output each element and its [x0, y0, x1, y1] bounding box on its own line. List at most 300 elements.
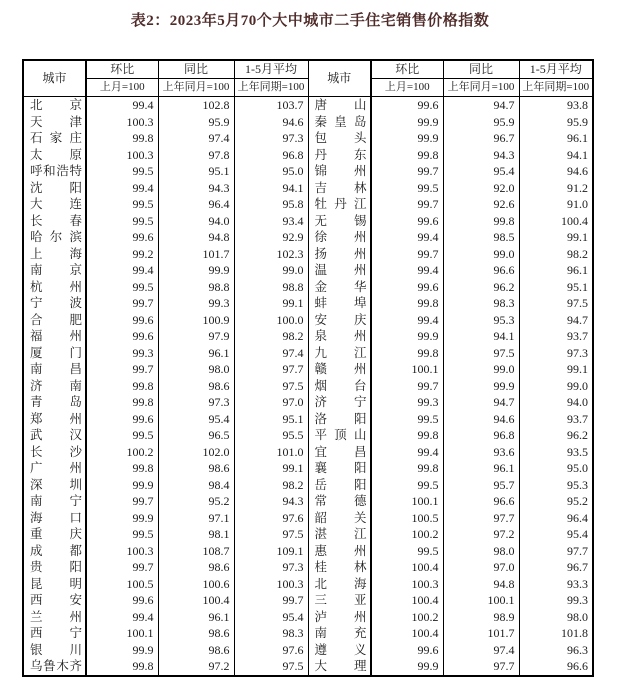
city-cell-left: 济 南	[30, 378, 82, 393]
mom-value-cell-left: 100.1	[86, 625, 158, 642]
city-cell-right: 韶 关	[308, 510, 371, 527]
mom-value-cell-right: 99.5	[371, 543, 443, 560]
mom-value-cell-left: 99.5	[86, 213, 158, 230]
table-row	[23, 592, 593, 609]
mom-value-cell-right: 99.6	[371, 97, 443, 114]
table-row	[23, 213, 593, 230]
city-cell-left: 厦 门	[30, 345, 82, 360]
yoy-value-cell-right: 93.6	[443, 444, 519, 461]
avg-value-cell-right: 95.2	[519, 493, 593, 510]
city-cell-right: 大 理	[308, 658, 371, 676]
mom-value-cell-right: 99.3	[371, 394, 443, 411]
mom-value-cell-left: 99.7	[86, 493, 158, 510]
city-cell-right: 吉 林	[308, 180, 371, 197]
avg-value-cell-right: 93.8	[519, 97, 593, 114]
yoy-value-cell-right: 100.1	[443, 592, 519, 609]
mom-value-cell-right: 99.4	[371, 312, 443, 329]
yoy-value-cell-right: 96.8	[443, 427, 519, 444]
table-row	[23, 493, 593, 510]
mom-value-cell-left: 99.5	[86, 427, 158, 444]
avg-value-cell-left: 103.7	[234, 97, 308, 114]
table-row	[23, 543, 593, 560]
mom-value-cell-right: 99.8	[371, 345, 443, 362]
yoy-value-cell-right: 95.7	[443, 477, 519, 494]
table-row	[23, 609, 593, 626]
avg-value-cell-left: 97.7	[234, 361, 308, 378]
column-header-avg-left: 1-5月平均	[234, 60, 308, 79]
avg-value-cell-right: 99.0	[519, 378, 593, 395]
city-cell-right: 九 江	[308, 345, 371, 362]
city-cell-left: 石 家 庄	[30, 131, 82, 145]
city-cell-left: 福 州	[30, 329, 82, 343]
avg-value-cell-right: 99.3	[519, 592, 593, 609]
table-row	[23, 526, 593, 543]
avg-value-cell-left: 97.0	[234, 394, 308, 411]
city-cell-left: 沈 阳	[30, 180, 82, 195]
yoy-value-cell-left: 96.1	[158, 609, 234, 626]
yoy-value-cell-right: 98.0	[443, 543, 519, 560]
avg-value-cell-left: 95.5	[234, 427, 308, 444]
yoy-value-cell-left: 98.6	[158, 642, 234, 659]
city-cell-left: 郑 州	[30, 411, 82, 426]
mom-value-cell-right: 99.8	[371, 460, 443, 477]
yoy-value-cell-left: 98.6	[158, 625, 234, 642]
yoy-value-cell-left: 96.5	[158, 427, 234, 444]
avg-value-cell-left: 98.3	[234, 625, 308, 642]
table-row	[23, 361, 593, 378]
base-header-avg-left: 上年同期=100	[234, 79, 308, 97]
city-cell-right: 常 德	[308, 493, 371, 510]
mom-value-cell-left: 100.3	[86, 147, 158, 164]
mom-value-cell-right: 99.5	[371, 477, 443, 494]
table-row	[23, 460, 593, 477]
mom-value-cell-left: 99.6	[86, 312, 158, 329]
avg-value-cell-left: 94.1	[234, 180, 308, 197]
yoy-value-cell-left: 97.9	[158, 328, 234, 345]
yoy-value-cell-left: 97.3	[158, 394, 234, 411]
yoy-value-cell-right: 99.0	[443, 246, 519, 263]
base-header-yoy-left: 上年同月=100	[158, 79, 234, 97]
avg-value-cell-right: 94.6	[519, 163, 593, 180]
mom-value-cell-left: 99.5	[86, 196, 158, 213]
mom-value-cell-left: 100.2	[86, 444, 158, 461]
city-cell-left: 南 昌	[30, 362, 82, 376]
table-row	[23, 229, 593, 246]
price-index-table	[22, 59, 594, 677]
base-header-avg-right: 上年同期=100	[519, 79, 593, 97]
yoy-value-cell-right: 95.9	[443, 114, 519, 131]
avg-value-cell-left: 97.5	[234, 526, 308, 543]
city-cell-left: 西 宁	[30, 626, 82, 640]
city-cell-right: 岳 阳	[308, 477, 371, 494]
yoy-value-cell-left: 94.8	[158, 229, 234, 246]
avg-value-cell-right: 93.3	[519, 576, 593, 593]
mom-value-cell-right: 100.4	[371, 559, 443, 576]
avg-value-cell-left: 97.5	[234, 658, 308, 676]
city-cell-left: 南 京	[30, 263, 82, 277]
mom-value-cell-left: 99.2	[86, 246, 158, 263]
table-row	[23, 246, 593, 263]
table-row	[23, 427, 593, 444]
mom-value-cell-left: 99.6	[86, 229, 158, 246]
city-cell-left: 兰 州	[30, 609, 82, 624]
mom-value-cell-right: 100.1	[371, 493, 443, 510]
city-cell-right: 丹 东	[308, 147, 371, 164]
column-header-city-right: 城市	[308, 60, 371, 97]
avg-value-cell-right: 97.7	[519, 543, 593, 560]
yoy-value-cell-right: 98.3	[443, 295, 519, 312]
mom-value-cell-right: 99.9	[371, 130, 443, 147]
yoy-value-cell-right: 94.7	[443, 394, 519, 411]
avg-value-cell-left: 95.0	[234, 163, 308, 180]
table-row	[23, 196, 593, 213]
city-cell-right: 惠 州	[308, 543, 371, 560]
mom-value-cell-left: 99.6	[86, 592, 158, 609]
city-cell-right: 牡 丹 江	[308, 196, 371, 213]
city-cell-left: 西 安	[30, 593, 82, 607]
yoy-value-cell-left: 94.0	[158, 213, 234, 230]
city-cell-right: 徐 州	[308, 229, 371, 246]
mom-value-cell-right: 99.7	[371, 163, 443, 180]
avg-value-cell-right: 96.3	[519, 642, 593, 659]
table-row	[23, 114, 593, 131]
city-cell-left: 太 原	[30, 147, 82, 162]
avg-value-cell-right: 98.0	[519, 609, 593, 626]
mom-value-cell-right: 99.7	[371, 378, 443, 395]
avg-value-cell-left: 95.1	[234, 411, 308, 428]
yoy-value-cell-left: 108.7	[158, 543, 234, 560]
avg-value-cell-right: 95.0	[519, 460, 593, 477]
avg-value-cell-right: 94.1	[519, 147, 593, 164]
avg-value-cell-right: 96.4	[519, 510, 593, 527]
avg-value-cell-left: 99.1	[234, 295, 308, 312]
yoy-value-cell-left: 98.0	[158, 361, 234, 378]
avg-value-cell-left: 99.0	[234, 262, 308, 279]
yoy-value-cell-left: 102.0	[158, 444, 234, 461]
table-body	[23, 97, 593, 676]
yoy-value-cell-left: 98.8	[158, 279, 234, 296]
yoy-value-cell-left: 97.1	[158, 510, 234, 527]
city-cell-right: 锦 州	[308, 163, 371, 180]
yoy-value-cell-right: 99.8	[443, 213, 519, 230]
mom-value-cell-left: 99.8	[86, 394, 158, 411]
table-row	[23, 312, 593, 329]
yoy-value-cell-left: 98.6	[158, 378, 234, 395]
city-cell-right: 唐 山	[308, 97, 371, 114]
city-cell-right: 济 宁	[308, 394, 371, 411]
city-cell-left: 南 宁	[30, 494, 82, 508]
yoy-value-cell-right: 99.0	[443, 361, 519, 378]
avg-value-cell-right: 95.9	[519, 114, 593, 131]
yoy-value-cell-right: 97.7	[443, 510, 519, 527]
avg-value-cell-right: 95.3	[519, 477, 593, 494]
mom-value-cell-left: 99.7	[86, 559, 158, 576]
avg-value-cell-left: 100.0	[234, 312, 308, 329]
table-row	[23, 477, 593, 494]
city-cell-right: 扬 州	[308, 246, 371, 263]
table-row	[23, 279, 593, 296]
avg-value-cell-right: 98.2	[519, 246, 593, 263]
mom-value-cell-left: 99.7	[86, 295, 158, 312]
mom-value-cell-left: 99.9	[86, 642, 158, 659]
city-cell-left: 贵 阳	[30, 560, 82, 574]
avg-value-cell-right: 93.7	[519, 328, 593, 345]
avg-value-cell-right: 93.7	[519, 411, 593, 428]
avg-value-cell-left: 97.3	[234, 130, 308, 147]
avg-value-cell-right: 96.2	[519, 427, 593, 444]
mom-value-cell-left: 99.5	[86, 279, 158, 296]
yoy-value-cell-right: 95.4	[443, 163, 519, 180]
mom-value-cell-right: 100.2	[371, 609, 443, 626]
city-cell-right: 桂 林	[308, 559, 371, 576]
header-row-groups	[23, 60, 593, 79]
avg-value-cell-right: 91.0	[519, 196, 593, 213]
mom-value-cell-right: 99.4	[371, 444, 443, 461]
avg-value-cell-left: 100.3	[234, 576, 308, 593]
avg-value-cell-right: 101.8	[519, 625, 593, 642]
table-row	[23, 163, 593, 180]
avg-value-cell-left: 97.6	[234, 510, 308, 527]
yoy-value-cell-left: 98.4	[158, 477, 234, 494]
table-row	[23, 559, 593, 576]
mom-value-cell-right: 99.6	[371, 279, 443, 296]
yoy-value-cell-left: 98.1	[158, 526, 234, 543]
column-header-mom-left: 环比	[86, 60, 158, 79]
base-header-yoy-right: 上年同月=100	[443, 79, 519, 97]
yoy-value-cell-right: 92.6	[443, 196, 519, 213]
city-cell-left: 昆 明	[30, 576, 82, 591]
mom-value-cell-right: 100.2	[371, 526, 443, 543]
avg-value-cell-right: 91.2	[519, 180, 593, 197]
yoy-value-cell-left: 96.1	[158, 345, 234, 362]
mom-value-cell-left: 99.5	[86, 526, 158, 543]
mom-value-cell-right: 99.9	[371, 658, 443, 676]
mom-value-cell-left: 99.8	[86, 658, 158, 676]
avg-value-cell-left: 97.4	[234, 345, 308, 362]
yoy-value-cell-right: 96.2	[443, 279, 519, 296]
table-row	[23, 411, 593, 428]
mom-value-cell-left: 100.5	[86, 576, 158, 593]
city-cell-left: 长 沙	[30, 444, 82, 459]
avg-value-cell-right: 96.1	[519, 262, 593, 279]
avg-value-cell-left: 101.0	[234, 444, 308, 461]
avg-value-cell-right: 99.1	[519, 229, 593, 246]
mom-value-cell-right: 99.9	[371, 328, 443, 345]
mom-value-cell-left: 99.6	[86, 411, 158, 428]
mom-value-cell-right: 99.8	[371, 427, 443, 444]
mom-value-cell-left: 99.4	[86, 609, 158, 626]
table-row	[23, 378, 593, 395]
yoy-value-cell-left: 95.9	[158, 114, 234, 131]
mom-value-cell-right: 100.5	[371, 510, 443, 527]
base-header-mom-left: 上月=100	[86, 79, 158, 97]
table-row	[23, 625, 593, 642]
mom-value-cell-right: 99.8	[371, 295, 443, 312]
avg-value-cell-left: 98.8	[234, 279, 308, 296]
mom-value-cell-right: 99.6	[371, 642, 443, 659]
mom-value-cell-left: 99.8	[86, 130, 158, 147]
avg-value-cell-right: 95.4	[519, 526, 593, 543]
mom-value-cell-right: 99.9	[371, 114, 443, 131]
avg-value-cell-left: 97.6	[234, 642, 308, 659]
mom-value-cell-left: 99.4	[86, 180, 158, 197]
avg-value-cell-right: 96.6	[519, 658, 593, 676]
yoy-value-cell-left: 99.3	[158, 295, 234, 312]
mom-value-cell-left: 99.8	[86, 460, 158, 477]
avg-value-cell-right: 94.0	[519, 394, 593, 411]
page-title: 表2：2023年5月70个大中城市二手住宅销售价格指数	[130, 13, 490, 29]
table-row	[23, 642, 593, 659]
avg-value-cell-right: 100.4	[519, 213, 593, 230]
yoy-value-cell-right: 99.9	[443, 378, 519, 395]
avg-value-cell-left: 99.1	[234, 460, 308, 477]
table-row	[23, 658, 593, 676]
avg-value-cell-left: 94.3	[234, 493, 308, 510]
city-cell-right: 金 华	[308, 279, 371, 296]
city-cell-left: 海 口	[30, 510, 82, 525]
city-cell-right: 赣 州	[308, 361, 371, 378]
yoy-value-cell-left: 98.6	[158, 460, 234, 477]
city-cell-right: 三 亚	[308, 592, 371, 609]
avg-value-cell-left: 95.4	[234, 609, 308, 626]
city-cell-right: 温 州	[308, 262, 371, 279]
yoy-value-cell-left: 97.4	[158, 130, 234, 147]
table-row	[23, 510, 593, 527]
city-cell-left: 青 岛	[30, 395, 82, 409]
yoy-value-cell-left: 100.6	[158, 576, 234, 593]
avg-value-cell-right: 93.5	[519, 444, 593, 461]
yoy-value-cell-left: 101.7	[158, 246, 234, 263]
mom-value-cell-right: 100.4	[371, 592, 443, 609]
city-cell-left: 呼 和 浩 特	[30, 164, 82, 178]
city-cell-right: 襄 阳	[308, 460, 371, 477]
yoy-value-cell-left: 102.8	[158, 97, 234, 114]
city-cell-right: 宜 昌	[308, 444, 371, 461]
yoy-value-cell-right: 94.1	[443, 328, 519, 345]
city-cell-left: 重 庆	[30, 527, 82, 541]
table-row	[23, 394, 593, 411]
avg-value-cell-right: 94.7	[519, 312, 593, 329]
city-cell-left: 长 春	[30, 213, 82, 228]
avg-value-cell-right: 96.1	[519, 130, 593, 147]
mom-value-cell-right: 100.4	[371, 625, 443, 642]
city-cell-left: 深 圳	[30, 477, 82, 492]
avg-value-cell-right: 95.1	[519, 279, 593, 296]
avg-value-cell-left: 98.2	[234, 477, 308, 494]
city-cell-right: 洛 阳	[308, 411, 371, 428]
city-cell-right: 烟 台	[308, 378, 371, 395]
mom-value-cell-left: 99.4	[86, 262, 158, 279]
yoy-value-cell-right: 96.6	[443, 262, 519, 279]
mom-value-cell-left: 99.5	[86, 163, 158, 180]
avg-value-cell-left: 109.1	[234, 543, 308, 560]
city-cell-right: 南 充	[308, 625, 371, 642]
mom-value-cell-right: 100.3	[371, 576, 443, 593]
yoy-value-cell-right: 97.0	[443, 559, 519, 576]
mom-value-cell-right: 99.8	[371, 147, 443, 164]
city-cell-left: 武 汉	[30, 428, 82, 442]
yoy-value-cell-right: 97.4	[443, 642, 519, 659]
mom-value-cell-left: 100.3	[86, 543, 158, 560]
avg-value-cell-left: 94.6	[234, 114, 308, 131]
avg-value-cell-right: 99.1	[519, 361, 593, 378]
mom-value-cell-right: 99.5	[371, 180, 443, 197]
mom-value-cell-left: 99.7	[86, 361, 158, 378]
city-cell-right: 包 头	[308, 130, 371, 147]
column-header-avg-right: 1-5月平均	[519, 60, 593, 79]
city-cell-right: 湛 江	[308, 526, 371, 543]
mom-value-cell-right: 99.5	[371, 411, 443, 428]
city-cell-left: 北 京	[30, 98, 82, 112]
table-header	[23, 60, 593, 97]
mom-value-cell-left: 99.4	[86, 97, 158, 114]
column-header-mom-right: 环比	[371, 60, 443, 79]
table-row	[23, 147, 593, 164]
yoy-value-cell-right: 95.3	[443, 312, 519, 329]
table-row	[23, 295, 593, 312]
yoy-value-cell-right: 101.7	[443, 625, 519, 642]
city-cell-right: 安 庆	[308, 312, 371, 329]
table-row	[23, 180, 593, 197]
city-cell-left: 杭 州	[30, 279, 82, 294]
city-cell-right: 平 顶 山	[308, 427, 371, 444]
avg-value-cell-left: 98.2	[234, 328, 308, 345]
avg-value-cell-left: 97.3	[234, 559, 308, 576]
mom-value-cell-left: 100.3	[86, 114, 158, 131]
mom-value-cell-left: 99.9	[86, 477, 158, 494]
city-cell-left: 广 州	[30, 461, 82, 475]
avg-value-cell-left: 99.7	[234, 592, 308, 609]
yoy-value-cell-left: 95.4	[158, 411, 234, 428]
yoy-value-cell-right: 97.7	[443, 658, 519, 676]
yoy-value-cell-right: 97.5	[443, 345, 519, 362]
yoy-value-cell-right: 96.6	[443, 493, 519, 510]
city-cell-right: 遵 义	[308, 642, 371, 659]
table-row	[23, 262, 593, 279]
city-cell-left: 宁 波	[30, 296, 82, 310]
yoy-value-cell-left: 99.9	[158, 262, 234, 279]
yoy-value-cell-right: 98.5	[443, 229, 519, 246]
yoy-value-cell-right: 94.6	[443, 411, 519, 428]
city-cell-left: 银 川	[30, 642, 82, 657]
yoy-value-cell-right: 94.3	[443, 147, 519, 164]
table-row	[23, 328, 593, 345]
avg-value-cell-left: 96.8	[234, 147, 308, 164]
table-row	[23, 130, 593, 147]
column-header-city-left: 城市	[23, 60, 86, 97]
yoy-value-cell-right: 97.2	[443, 526, 519, 543]
city-cell-left: 天 津	[30, 114, 82, 129]
mom-value-cell-right: 99.6	[371, 213, 443, 230]
city-cell-right: 蚌 埠	[308, 295, 371, 312]
yoy-value-cell-right: 98.9	[443, 609, 519, 626]
avg-value-cell-right: 97.5	[519, 295, 593, 312]
avg-value-cell-left: 95.8	[234, 196, 308, 213]
yoy-value-cell-left: 95.2	[158, 493, 234, 510]
yoy-value-cell-left: 97.8	[158, 147, 234, 164]
yoy-value-cell-left: 95.1	[158, 163, 234, 180]
table-row	[23, 97, 593, 114]
city-cell-right: 无 锡	[308, 213, 371, 230]
yoy-value-cell-left: 94.3	[158, 180, 234, 197]
avg-value-cell-right: 96.7	[519, 559, 593, 576]
mom-value-cell-left: 99.6	[86, 328, 158, 345]
table-row	[23, 444, 593, 461]
avg-value-cell-right: 97.3	[519, 345, 593, 362]
city-cell-left: 乌 鲁 木 齐	[30, 659, 82, 673]
city-cell-right: 泸 州	[308, 609, 371, 626]
mom-value-cell-right: 100.1	[371, 361, 443, 378]
